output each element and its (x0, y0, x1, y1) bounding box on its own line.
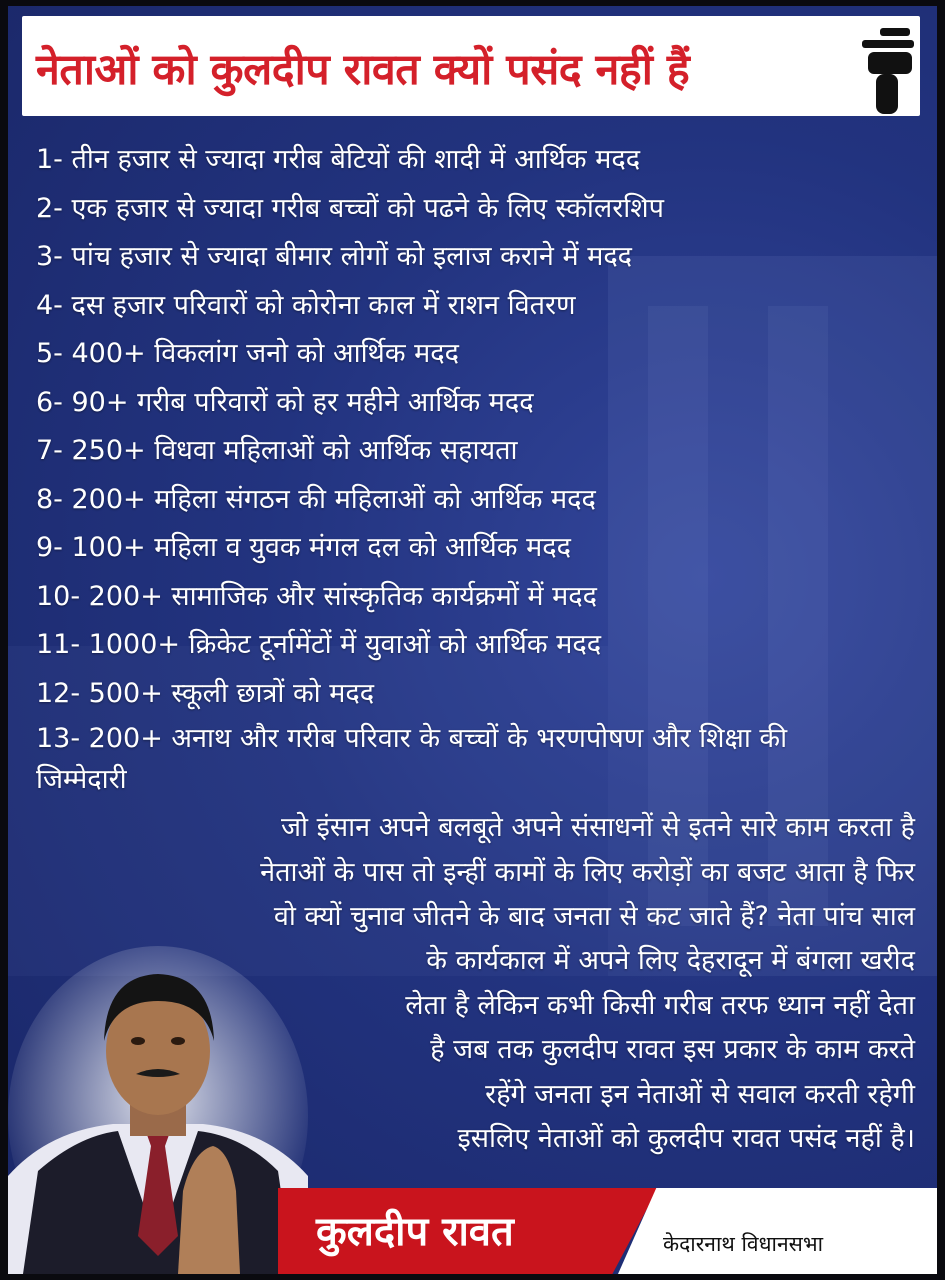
list-item: 10- 200+ सामाजिक और सांस्कृतिक कार्यक्रमों में मदद (36, 580, 597, 612)
paragraph-line: लेता है लेकिन कभी किसी गरीब तरफ ध्यान नहीं देता (405, 989, 915, 1021)
list-item: 8- 200+ महिला संगठन की महिलाओं को आर्थिक मदद (36, 483, 596, 515)
paragraph-line: के कार्यकाल में अपने लिए देहरादून में बंगला खरीद (426, 945, 915, 976)
list-item: 2- एक हजार से ज्यादा गरीब बच्चों को पढने के लिए स्कॉलरशिप (36, 192, 664, 224)
list-item: 6- 90+ गरीब परिवारों को हर महीने आर्थिक मदद (36, 386, 534, 418)
list-item: 12- 500+ स्कूली छात्रों को मदद (36, 677, 375, 709)
list-item: 1- तीन हजार से ज्यादा गरीब बेटियों की शादी में आर्थिक मदद (36, 144, 641, 175)
paragraph-line: इसलिए नेताओं को कुलदीप रावत पसंद नहीं है। (457, 1123, 915, 1154)
list-item: 4- दस हजार परिवारों को कोरोना काल में राशन वितरण (36, 289, 576, 321)
paragraph-line: रहेंगे जनता इन नेताओं से सवाल करती रहेगी (485, 1078, 915, 1110)
candidate-name: कुलदीप रावत (316, 1208, 514, 1255)
list-item: 7- 250+ विधवा महिलाओं को आर्थिक सहायता (36, 435, 518, 466)
list-item: 3- पांच हजार से ज्यादा बीमार लोगों को इलाज कराने में मदद (36, 241, 633, 272)
constituency-label: केदारनाथ विधानसभा (663, 1232, 824, 1256)
pointing-hand-icon (858, 26, 918, 116)
paragraph-top (260, 806, 915, 940)
achievements-list (36, 136, 916, 800)
list-item: 11- 1000+ क्रिकेट टूर्नामेंटों में युवाओं को आर्थिक मदद (36, 629, 602, 660)
paragraph-bottom (405, 939, 915, 1162)
list-item: 9- 100+ महिला व युवक मंगल दल को आर्थिक मदद (36, 532, 571, 563)
header-box (22, 16, 920, 116)
paragraph-line: जो इंसान अपने बलबूते अपने संसाधनों से इतने सारे काम करता है (281, 812, 915, 843)
paragraph-line: वो क्यों चुनाव जीतने के बाद जनता से कट जाते हैं? नेता पांच साल (273, 901, 915, 932)
page-title: नेताओं को कुलदीप रावत क्यों पसंद नहीं हैं (36, 45, 690, 95)
paragraph-line: है जब तक कुलदीप रावत इस प्रकार के काम करते (430, 1034, 915, 1065)
list-item: 5- 400+ विकलांग जनो को आर्थिक मदद (36, 338, 459, 369)
list-item: 13- 200+ अनाथ और गरीब परिवार के बच्चों के भरणपोषण और शिक्षा की जिम्मेदारी (36, 723, 788, 795)
paragraph-line: नेताओं के पास तो इन्हीं कामों के लिए करोड़ों का बजट आता है फिर (260, 856, 915, 888)
poster (8, 6, 937, 1274)
